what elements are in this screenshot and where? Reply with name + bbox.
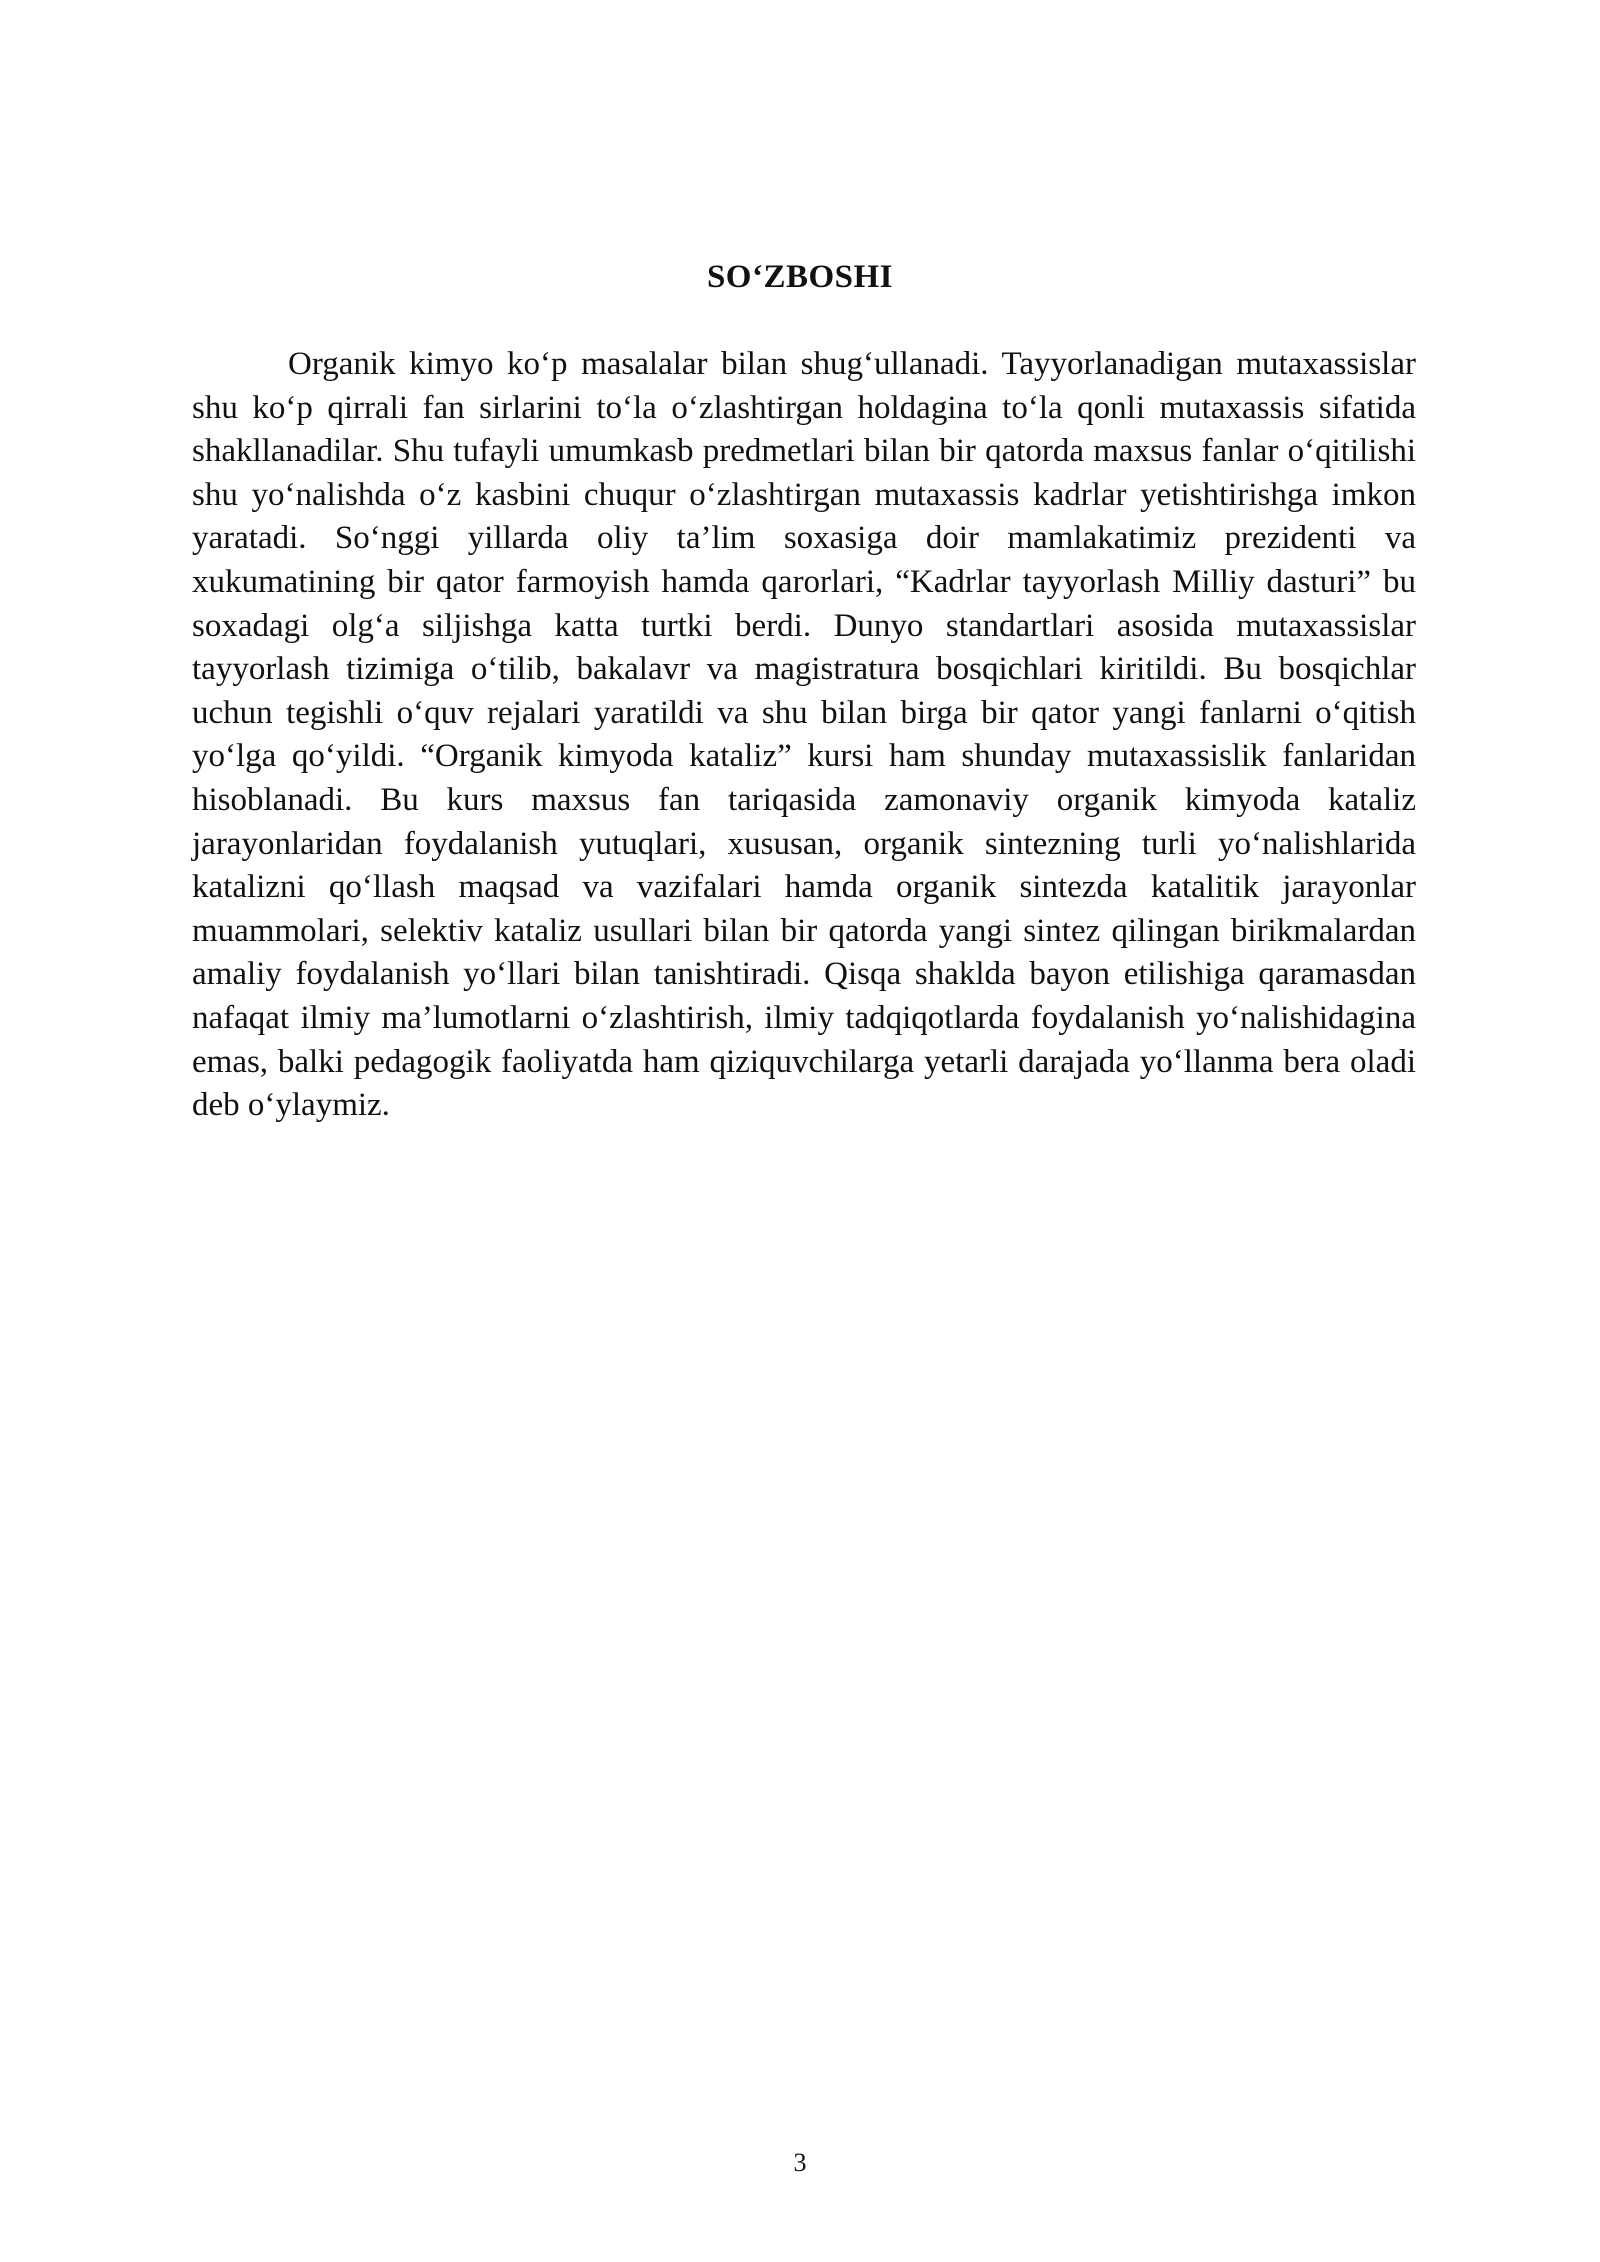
page-number: 3 [793, 2148, 807, 2177]
page-title: SO‘ZBOSHI [706, 259, 894, 295]
body-paragraph: Organik kimyo ko‘p masalalar bilan shug‘ullanadi. Tayyorlanadigan mutaxassislar shu ko‘p qirrali fan sirlarini to‘la o‘zlashtirgan holdagina to‘la qonli mutaxassis sifatida shakllanadilar. Shu tufayli umumkasb predmetlari bilan bir qatorda maxsus fanlar o‘qitilishi shu yo‘nalishda o‘z kasbini chuqur o‘zlashtirgan mutaxassis kadrlar yetishtirishga imkon yaratadi. So‘nggi yillarda oliy ta’lim soxasiga doir mamlakatimiz prezidenti va xukumatining bir qator farmoyish hamda qarorlari, “Kadrlar tayyorlash Milliy dasturi” bu soxadagi olg‘a siljishga katta turtki berdi. Dunyo standartlari asosida mutaxassislar tayyorlash tizimiga o‘tilib, bakalavr va magistratura bosqichlari kiritildi. Bu bosqichlar uchun tegishli o‘quv rejalari yaratildi va shu bilan birga bir qator yangi fanlarni o‘qitish yo‘lga qo‘yildi. “Organik kimyoda kataliz” kursi ham shunday mutaxassislik fanlaridan hisoblanadi. Bu kurs maxsus fan tariqasida zamonaviy organik kimyoda kataliz jarayonlaridan foydalanish yutuqlari, xususan, organik sintezning turli yo‘nalishlarida katalizni qo‘llash maqsad va vazifalari hamda organik sintezda katalitik jarayonlar muammolari, selektiv kataliz usullari bilan bir qatorda yangi sintez qilingan birikmalardan amaliy foydalanish yo‘llari bilan tanishtiradi. Qisqa shaklda bayon etilishiga qaramasdan nafaqat ilmiy ma’lumotlarni o‘zlashtirish, ilmiy tadqiqotlarda foydalanish yo‘nalishidagina emas, balki pedagogik faoliyatda ham qiziquvchilarga yetarli darajada yo‘llanma bera oladi deb o‘ylaymiz. [192, 346, 1416, 1124]
